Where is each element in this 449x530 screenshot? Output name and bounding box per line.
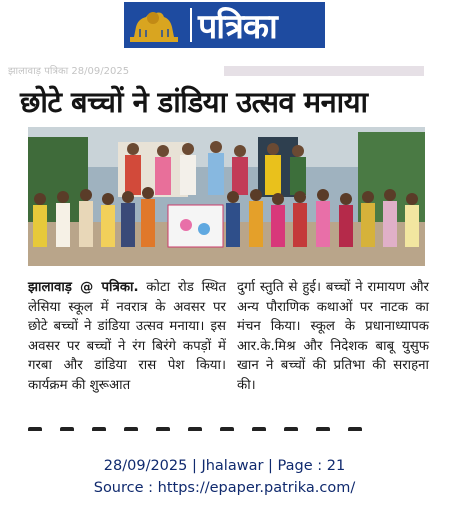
article-column-right <box>237 278 429 395</box>
cropped-glyph <box>252 427 266 431</box>
group-photo-icon <box>28 127 425 266</box>
cropped-glyph <box>156 427 170 431</box>
cropped-glyph <box>60 427 74 431</box>
article-body-right: दुर्गा स्तुति से हुई। बच्चों ने रामायण और अन्य पौराणिक कथाओं पर नाटक का मंचन किया। स्कूल के प्रधानाध्यापक आर.के.मिश्र और निदेशक बाबू युसुफ खान ने बच्चों की प्रतिभा की सराहना की। <box>237 280 429 393</box>
cropped-glyph <box>220 427 234 431</box>
footer-source-link[interactable]: Source : https://epaper.patrika.com/ <box>93 480 356 496</box>
cropped-glyph <box>284 427 298 431</box>
top-rule-bar <box>224 66 424 76</box>
cropped-glyph <box>188 427 202 431</box>
faint-dateline-text: झालावाड़ पत्रिका 28/09/2025 <box>8 66 130 77</box>
masthead-divider <box>190 8 192 42</box>
article-column-left <box>28 278 226 395</box>
article-body-left: कोटा रोड स्थित लेसिया स्कूल में नवरात्र के अवसर पर छोटे बच्चों ने डांडिया उत्सव मनाया। इस अवसर पर बच्चों ने रंग बिरंगे कपड़ों में गरबा और डांडिया रास पेश किया। कार्यक्रम की शुरूआत <box>28 280 226 393</box>
top-dateline-faint <box>8 63 129 77</box>
article-headline: छोटे बच्चों ने डांडिया उत्सव मनाया <box>20 85 368 119</box>
cropped-glyph <box>92 427 106 431</box>
lion-emblem-icon <box>124 2 184 48</box>
cropped-glyph <box>348 427 362 431</box>
cropped-next-headline <box>28 417 428 431</box>
cropped-glyph <box>316 427 330 431</box>
cropped-glyph <box>28 427 42 431</box>
article-dateline: झालावाड़ @ पत्रिका. <box>28 280 139 295</box>
brand-name[interactable]: पत्रिका <box>198 7 277 47</box>
article-photo <box>28 127 425 266</box>
footer-date-page: 28/09/2025 | Jhalawar | Page : 21 <box>103 458 346 474</box>
newspaper-masthead <box>124 2 325 48</box>
cropped-glyph <box>124 427 138 431</box>
